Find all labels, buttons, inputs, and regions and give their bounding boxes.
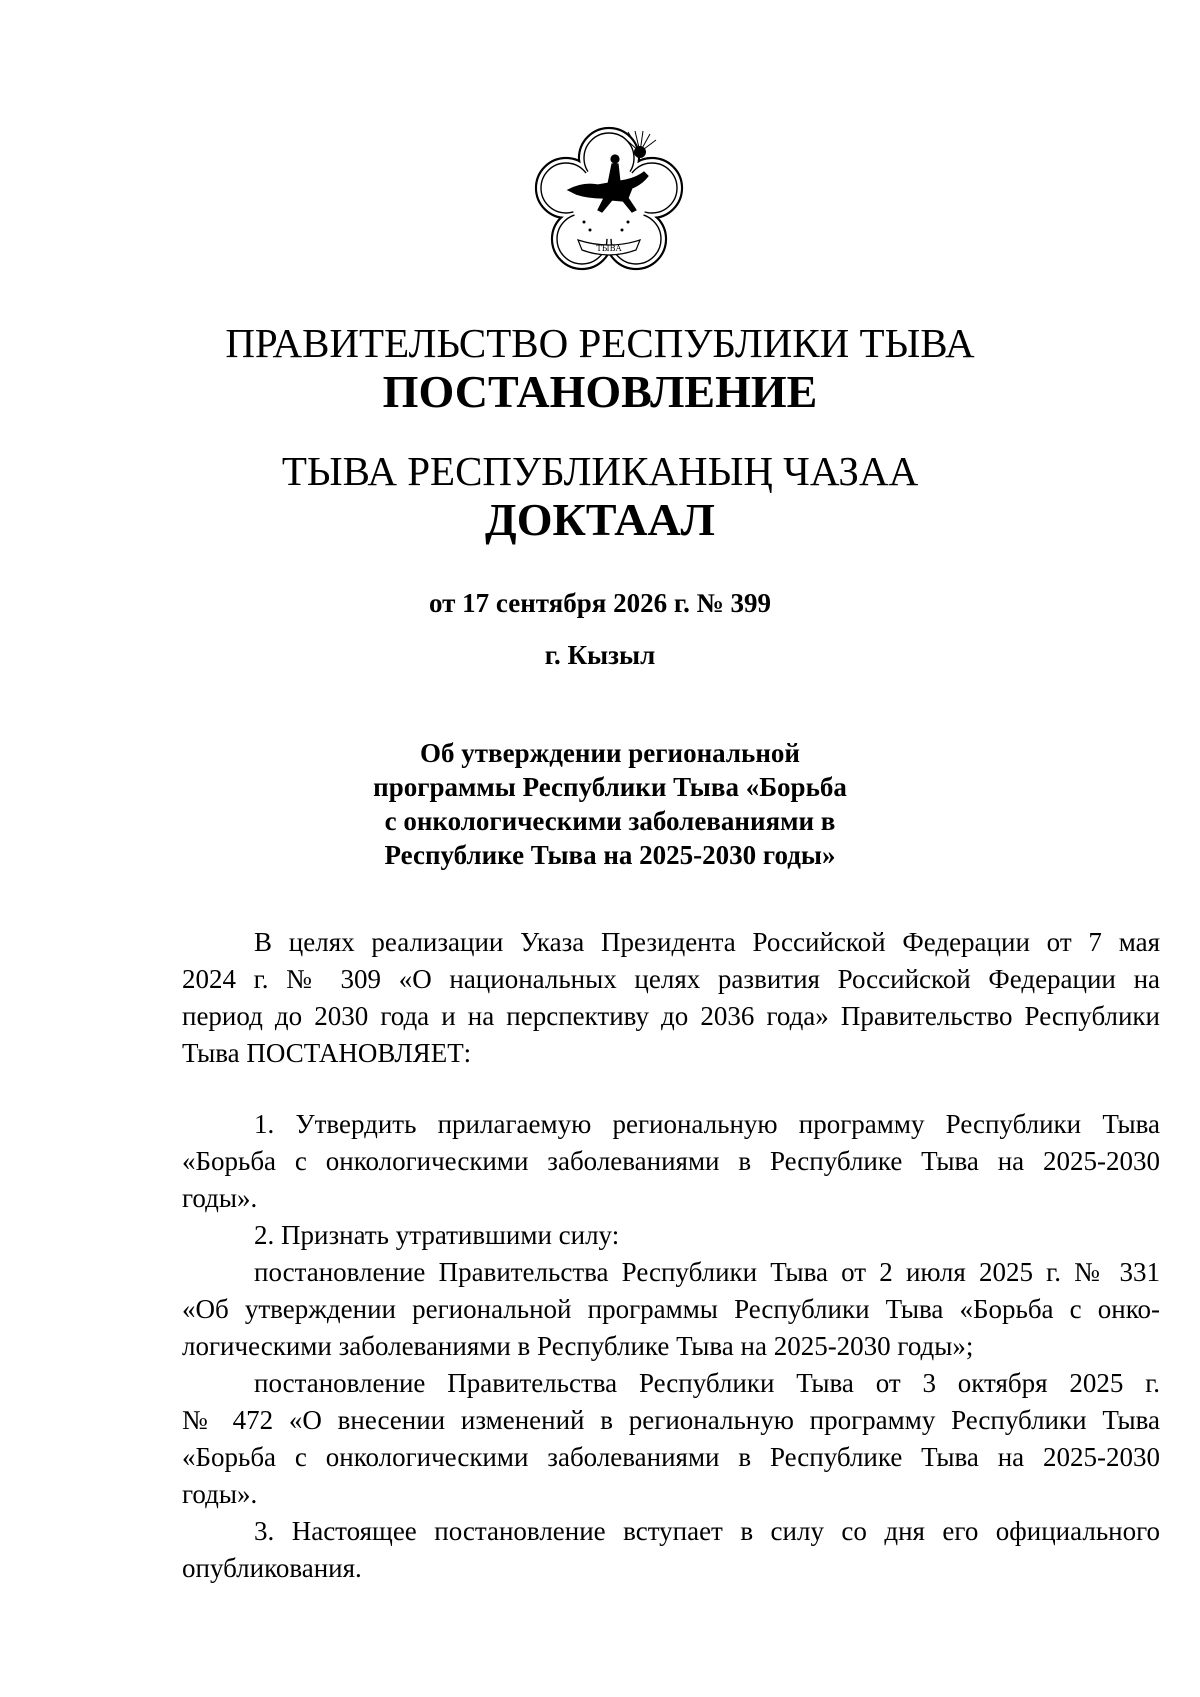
title-line: Об утверждении региональной (420, 738, 800, 768)
text-line: 3. Настоящее постановление вступает в силу со дня его официального (254, 1516, 1160, 1546)
text-line: постановление Правительства Республики Тыва от 3 октября 2025 г. (254, 1368, 1160, 1398)
text-line: 2. Признать утратившими силу: (254, 1220, 620, 1250)
text-line: 1. Утвердить прилагаемую региональную программу Республики Тыва (254, 1109, 1160, 1139)
text-line: «Борьба с онкологическими заболеваниями в Республике Тыва на 2025-2030 (182, 1442, 1160, 1472)
emblem-inscription: ТЫВА (596, 244, 622, 253)
text-line: «Борьба с онкологическими заболеваниями в Республике Тыва на 2025-2030 (182, 1146, 1160, 1176)
item-3-paragraph (182, 1513, 1160, 1587)
text-line: годы». (182, 1479, 258, 1509)
government-name-tyv: ТЫВА РЕСПУБЛИКАНЫҢ ЧАЗАА (281, 448, 919, 494)
item-2a-paragraph (182, 1254, 1160, 1365)
title-line: Республике Тыва на 2025-2030 годы» (384, 840, 836, 870)
document-type-tyv: ДОКТААЛ (485, 494, 715, 545)
preamble-paragraph (182, 924, 1160, 1072)
item-1-paragraph (182, 1106, 1160, 1217)
title-line: программы Республики Тыва «Борьба (373, 772, 847, 802)
text-line: «Об утверждении региональной программы Республики Тыва «Борьба с онко- (182, 1294, 1160, 1324)
text-line: опубликования. (182, 1553, 362, 1583)
document-body (182, 924, 1160, 1587)
text-line: Тыва ПОСТАНОВЛЯЕТ: (182, 1038, 472, 1068)
document-title (300, 736, 920, 872)
text-line: постановление Правительства Республики Тыва от 2 июля 2025 г. № 331 (254, 1257, 1160, 1287)
document-type-ru: ПОСТАНОВЛЕНИЕ (382, 366, 818, 417)
document-city: г. Кызыл (544, 640, 656, 670)
document-date-number: от 17 сентября 2026 г. № 399 (429, 588, 771, 618)
government-name-ru: ПРАВИТЕЛЬСТВО РЕСПУБЛИКИ ТЫВА (225, 320, 975, 366)
text-line: № 472 «О внесении изменений в региональную программу Республики Тыва (182, 1405, 1160, 1435)
text-line: 2024 г. № 309 «О национальных целях развития Российской Федерации на (182, 964, 1160, 994)
title-line: с онкологическими заболеваниями в (384, 806, 836, 836)
text-line: годы». (182, 1183, 258, 1213)
text-line: логическими заболеваниями в Республике Тыва на 2025-2030 годы»; (182, 1331, 974, 1361)
tuva-coat-of-arms-icon (528, 122, 690, 284)
item-2-heading (182, 1217, 1160, 1254)
text-line: период до 2030 года и на перспективу до 2036 года» Правительство Республики (182, 1001, 1160, 1031)
text-line: В целях реализации Указа Президента Российской Федерации от 7 мая (254, 927, 1160, 957)
item-2b-paragraph (182, 1365, 1160, 1513)
